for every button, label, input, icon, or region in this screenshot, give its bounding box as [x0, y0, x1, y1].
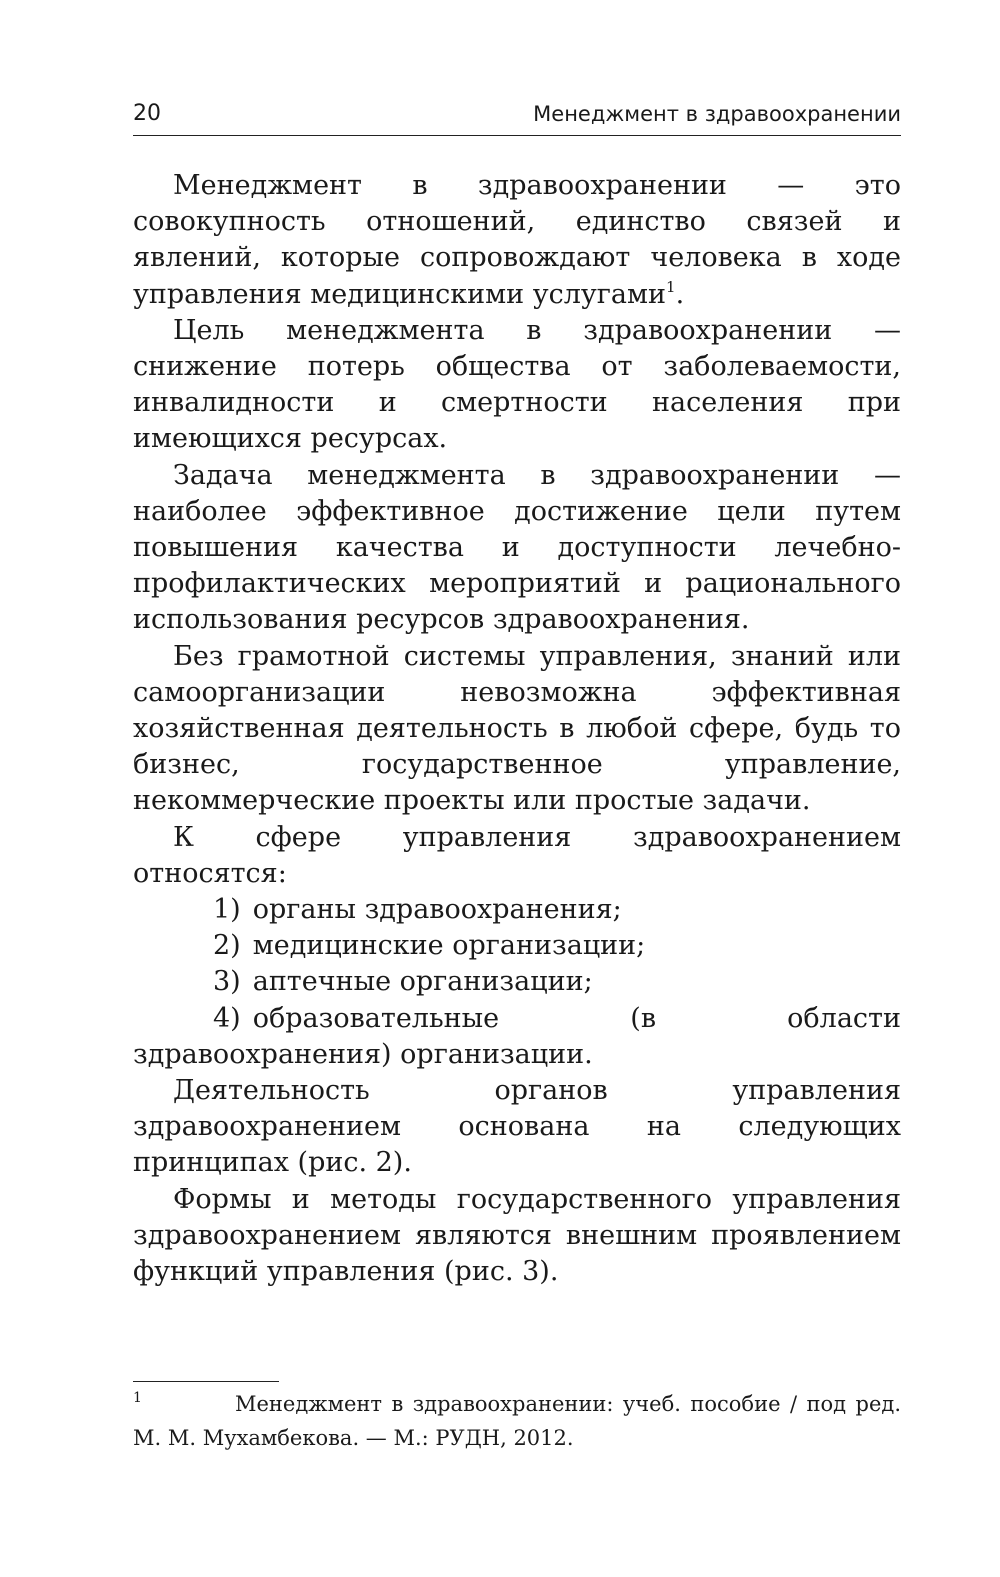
footnote-mark — [133, 1387, 217, 1421]
list-item — [133, 928, 901, 964]
paragraph-definition-text: Менеджмент в здравоохранении — это совокупность отношений, единство связей и явлений, которые сопровождают человека в ходе управления медицинскими услугами — [133, 170, 901, 310]
paragraph-sphere-intro: К сфере управления здравоохранением относятся: — [133, 821, 901, 889]
footnote-text: Менеджмент в здравоохранении: учеб. пособие / под ред. М. М. Мухамбекова. — М.: РУДН, 2012. — [133, 1392, 901, 1450]
header-rule — [133, 135, 901, 136]
paragraph-goal: Цель менеджмента в здравоохранении — снижение потерь общества от заболеваемости, инвалидности и смертности населения при имеющихся ресурсах. — [133, 314, 901, 455]
list-item-number: 4) — [213, 1002, 241, 1034]
list-item-text: образовательные (в области здравоохранения) организации. — [133, 1002, 901, 1070]
list-item-number: 1) — [213, 894, 241, 926]
paragraph-principles: Деятельность органов управления здравоохранением основана на следующих принципах (рис. 2). — [133, 1075, 901, 1179]
list-item-number: 2) — [213, 930, 241, 962]
paragraph-definition — [133, 168, 901, 313]
running-head — [133, 96, 901, 132]
footnote-rule — [133, 1381, 279, 1382]
footnote-reference: 1 — [666, 277, 676, 296]
running-title: Менеджмент в здравоохранении — [533, 102, 901, 126]
list-item-text: органы здравоохранения; — [252, 894, 622, 926]
list-item — [133, 1001, 901, 1073]
footnote — [133, 1387, 901, 1455]
list-item — [133, 892, 901, 928]
list-item-number: 3) — [213, 966, 241, 998]
paragraph-system: Без грамотной системы управления, знаний или самоорганизации невозможна эффективная хозяйственная деятельность в любой сфере, будь то бизнес, государственное управление, некоммерческие проекты или простые задачи. — [133, 640, 901, 817]
list-item-text: медицинские организации; — [252, 930, 646, 962]
list-item — [133, 964, 901, 1000]
main-text — [133, 168, 901, 1290]
paragraph-task: Задача менеджмента в здравоохранении — наиболее эффективное достижение цели путем повышения качества и доступности лечебно-профилактических мероприятий и рационального использования ресурсов здравоохранения. — [133, 459, 901, 636]
footnote-number: 1 — [133, 1390, 142, 1406]
page-number: 20 — [133, 101, 161, 126]
paragraph-definition-end: . — [675, 278, 685, 310]
list-item-text: аптечные организации; — [252, 966, 593, 998]
paragraph-forms-methods: Формы и методы государственного управления здравоохранением являются внешним проявлением функций управления (рис. 3). — [133, 1183, 901, 1288]
